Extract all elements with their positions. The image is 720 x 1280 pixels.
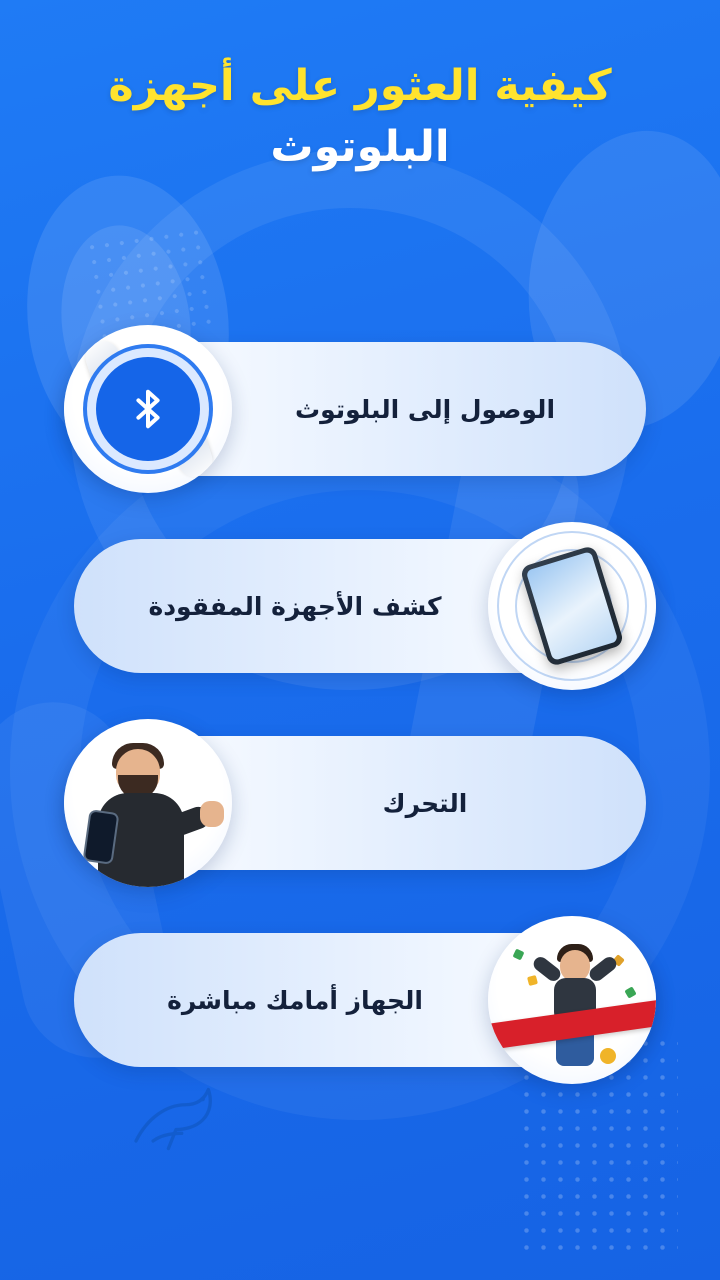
list-item[interactable] xyxy=(64,522,656,690)
list-item[interactable] xyxy=(64,719,656,887)
step-label-4: الجهاز أمامك مباشرة xyxy=(167,985,423,1015)
steps-list xyxy=(0,325,720,1084)
list-item[interactable] xyxy=(64,916,656,1084)
bluetooth-icon xyxy=(96,357,200,461)
step-label-2: كشف الأجهزة المفقودة xyxy=(148,591,442,621)
page-title-line-1: كيفية العثور على أجهزة xyxy=(108,61,612,111)
page-title-line-2: البلوتوث xyxy=(270,122,450,173)
person-illustration xyxy=(64,719,232,887)
list-item[interactable] xyxy=(64,325,656,493)
dot-pattern-top xyxy=(84,224,217,340)
finish-line-celebration-icon xyxy=(488,916,656,1084)
bluetooth-earbuds-icon xyxy=(64,325,232,493)
radar-tablet-icon xyxy=(488,522,656,690)
person-walking-phone-icon xyxy=(64,719,232,887)
bird-logo-icon xyxy=(128,1080,224,1160)
page-title xyxy=(0,56,720,178)
step-label-1: الوصول إلى البلوتوث xyxy=(294,394,556,424)
step-label-3: التحرك xyxy=(382,788,468,818)
celebration-illustration xyxy=(488,916,656,1084)
